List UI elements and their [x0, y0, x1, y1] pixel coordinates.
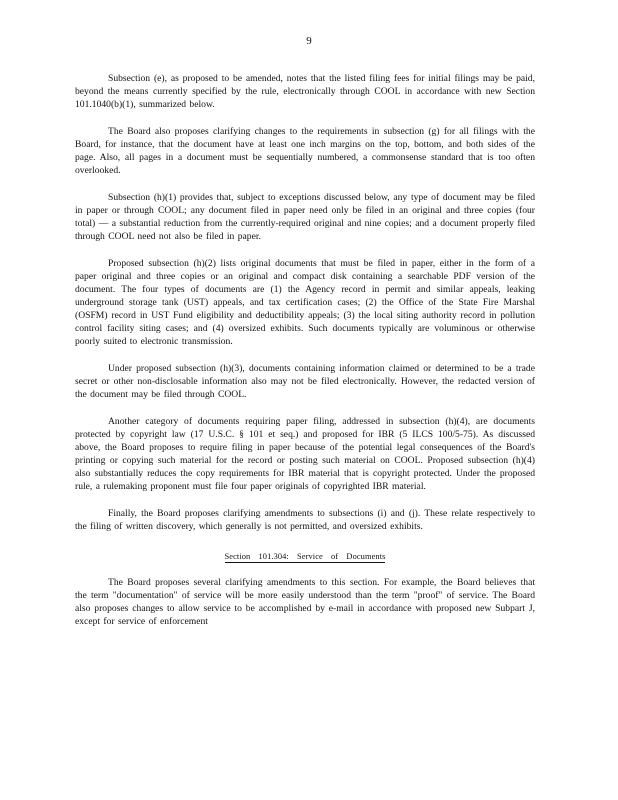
- section-heading-wrap: [75, 546, 535, 564]
- document-body: [75, 72, 535, 642]
- paragraph-filing-fees: Subsection (e), as proposed to be amended, notes that the listed filing fees for initial filings may be paid, beyond the means currently specified by the rule, electronically through COOL in accordance with new Section 101.1040(b)(1), summarized below.: [75, 73, 535, 110]
- paragraph-service-of-documents: The Board proposes several clarifying amendments to this section. For example, the Board believes that the term "documentation" of service will be more easily understood than the term "proof" of service. The Board also proposes changes to allow service to be accomplished by e-mail in accordance with proposed new Subpart J, except for service of enforcement: [75, 577, 535, 627]
- page-number: 9: [306, 35, 312, 47]
- paragraph-filing-requirements: The Board also proposes clarifying changes to the requirements in subsection (g) for all filings with the Board, for instance, that the document have at least one inch margins on the top, bottom, and both sides of the page. Also, all pages in a document must be sequentially numbered, a commonsense standard that is too often overlooked.: [75, 126, 535, 176]
- section-heading: Section 101.304: Service of Documents: [224, 552, 386, 561]
- paragraph-subsection-h4: Another category of documents requiring paper filing, addressed in subsection (h)(4), are documents protected by copyright law (17 U.S.C. § 101 et seq.) and proposed for IBR (5 ILCS 100/5-75). As discussed above, the Board proposes to require filing in paper because of the potential legal consequences of the Board's printing or copying such material for the record or posting such material on COOL. Proposed subsection (h)(4) also substantially reduces the copy requirements for IBR material that is copyright protected. Under the proposed rule, a rulemaking proponent must file four paper originals of copyrighted IBR material.: [75, 416, 535, 492]
- paragraph-subsection-h3: Under proposed subsection (h)(3), documents containing information claimed or determined to be a trade secret or other non-disclosable information also may not be filed electronically. However, the redacted version of the document may be filed through COOL.: [75, 363, 535, 400]
- paragraph-subsections-i-j: Finally, the Board proposes clarifying amendments to subsections (i) and (j). These relate respectively to the filing of written discovery, which generally is not permitted, and oversized exhibits.: [75, 508, 535, 532]
- paragraph-subsection-h1: Subsection (h)(1) provides that, subject to exceptions discussed below, any type of document may be filed in paper or through COOL; any document filed in paper need only be filed in an original and three copies (four total) — a substantial reduction from the currently-required original and nine copies; and a document properly filed through COOL need not also be filed in paper.: [75, 192, 535, 242]
- paragraph-subsection-h2: Proposed subsection (h)(2) lists original documents that must be filed in paper, either in the form of a paper original and three copies or an original and compact disk containing a searchable PDF version of the document. The four types of documents are (1) the Agency record in permit and similar appeals, leaking underground storage tank (UST) appeals, and tax certification cases; (2) the Office of the State Fire Marshal (OSFM) record in UST Fund eligibility and deductibility appeals; (3) the local siting authority record in pollution control facility siting cases; and (4) oversized exhibits. Such documents typically are voluminous or otherwise poorly suited to electronic transmission.: [75, 258, 535, 347]
